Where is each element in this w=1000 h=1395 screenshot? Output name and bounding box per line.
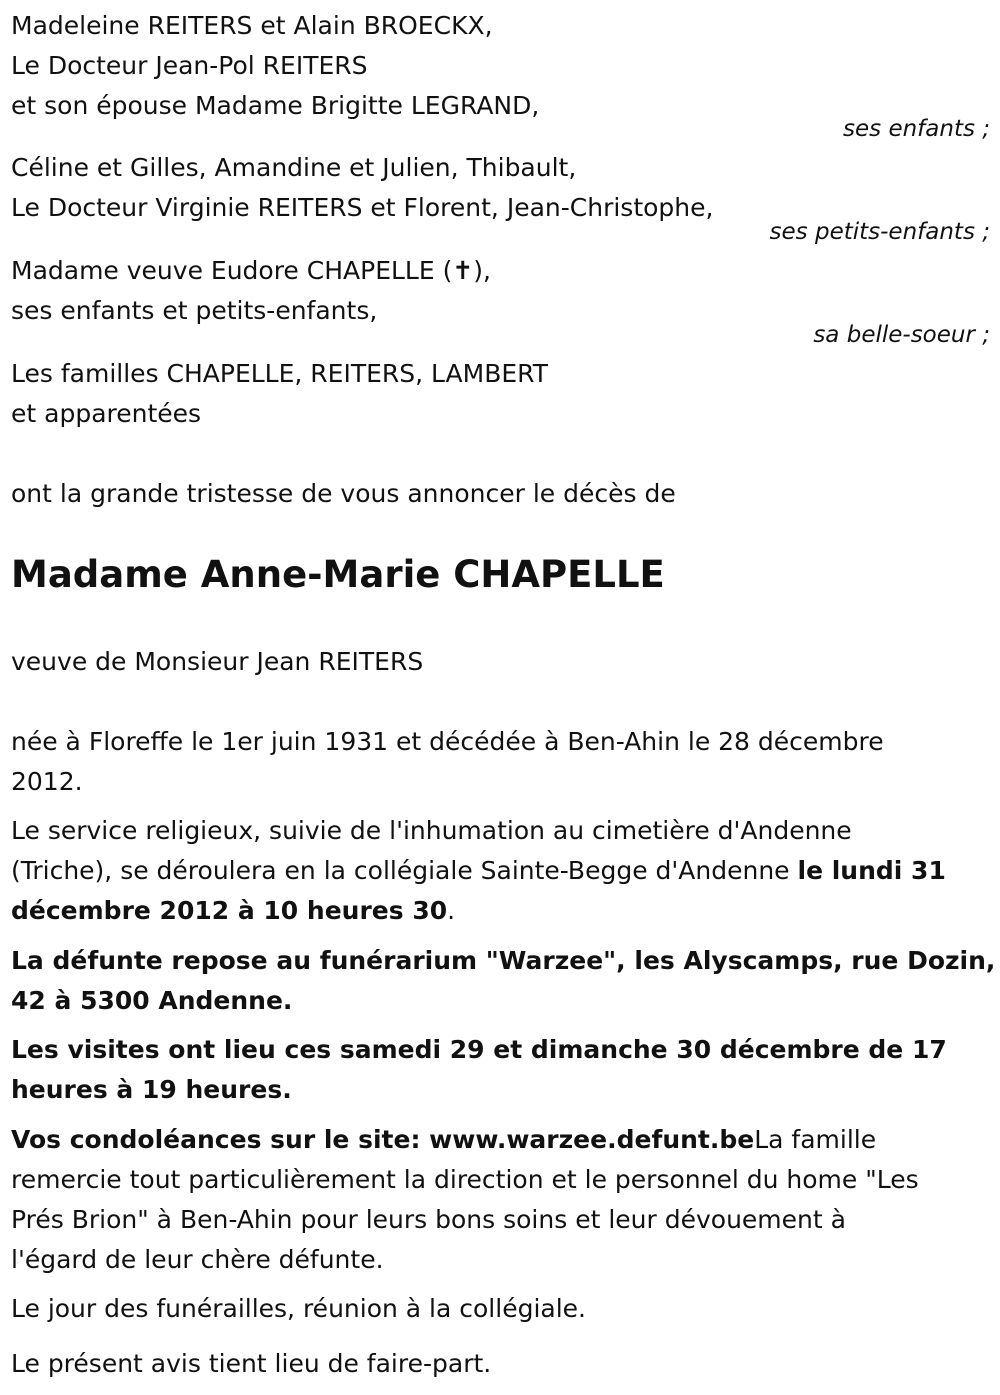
grandchildren-line: Céline et Gilles, Amandine et Julien, Thibault, xyxy=(11,153,577,182)
condolences-line xyxy=(11,1120,876,1160)
birth-death-line: née à Floreffe le 1er juin 1931 et décédée à Ben-Ahin le 28 décembre xyxy=(11,727,884,756)
grandchildren-role: ses petits-enfants ; xyxy=(769,219,990,245)
children-line: Le Docteur Jean-Pol REITERS xyxy=(11,51,368,80)
visits-line: Les visites ont lieu ces samedi 29 et dimanche 30 décembre de 17 xyxy=(11,1035,947,1064)
sister-role: sa belle-soeur ; xyxy=(813,322,990,348)
service-end: . xyxy=(447,896,456,925)
funeral-home-line: La défunte repose au funérarium "Warzee", les Alyscamps, rue Dozin, xyxy=(11,946,996,975)
thanks-text: La famille xyxy=(754,1125,877,1154)
birth-death-line: 2012. xyxy=(11,767,83,796)
announcement: ont la grande tristesse de vous annoncer le décès de xyxy=(11,479,676,508)
service-line xyxy=(11,891,455,931)
families-line: et apparentées xyxy=(11,399,202,428)
service-line xyxy=(11,851,946,891)
funeral-home-line: 42 à 5300 Andenne. xyxy=(11,986,293,1015)
sister-line: Madame veuve Eudore CHAPELLE (✝), xyxy=(11,256,491,285)
widow-of: veuve de Monsieur Jean REITERS xyxy=(11,647,424,676)
thanks-line: Prés Brion" à Ben-Ahin pour leurs bons soins et leur dévouement à xyxy=(11,1205,846,1234)
thanks-line: remercie tout particulièrement la direction et le personnel du home "Les xyxy=(11,1165,919,1194)
children-line: Madeleine REITERS et Alain BROECKX, xyxy=(11,11,493,40)
service-text: (Triche), se déroulera en la collégiale Sainte-Begge d'Andenne xyxy=(11,856,798,885)
thanks-line: l'égard de leur chère défunte. xyxy=(11,1245,384,1274)
grandchildren-line: Le Docteur Virginie REITERS et Florent, Jean-Christophe, xyxy=(11,193,714,222)
visits-line: heures à 19 heures. xyxy=(11,1075,292,1104)
children-role: ses enfants ; xyxy=(843,116,990,142)
families-line: Les familles CHAPELLE, REITERS, LAMBERT xyxy=(11,359,548,388)
condolences-website: Vos condoléances sur le site: www.warzee.defunt.be xyxy=(11,1125,755,1154)
children-line: et son épouse Madame Brigitte LEGRAND, xyxy=(11,91,540,120)
notice: Le présent avis tient lieu de faire-part. xyxy=(11,1349,492,1378)
deceased-name: Madame Anne-Marie CHAPELLE xyxy=(11,553,665,596)
service-line: Le service religieux, suivie de l'inhumation au cimetière d'Andenne xyxy=(11,816,852,845)
sister-line: ses enfants et petits-enfants, xyxy=(11,296,378,325)
service-date: le lundi 31 xyxy=(797,856,946,885)
reunion: Le jour des funérailles, réunion à la collégiale. xyxy=(11,1294,586,1323)
service-time: décembre 2012 à 10 heures 30 xyxy=(11,896,448,925)
